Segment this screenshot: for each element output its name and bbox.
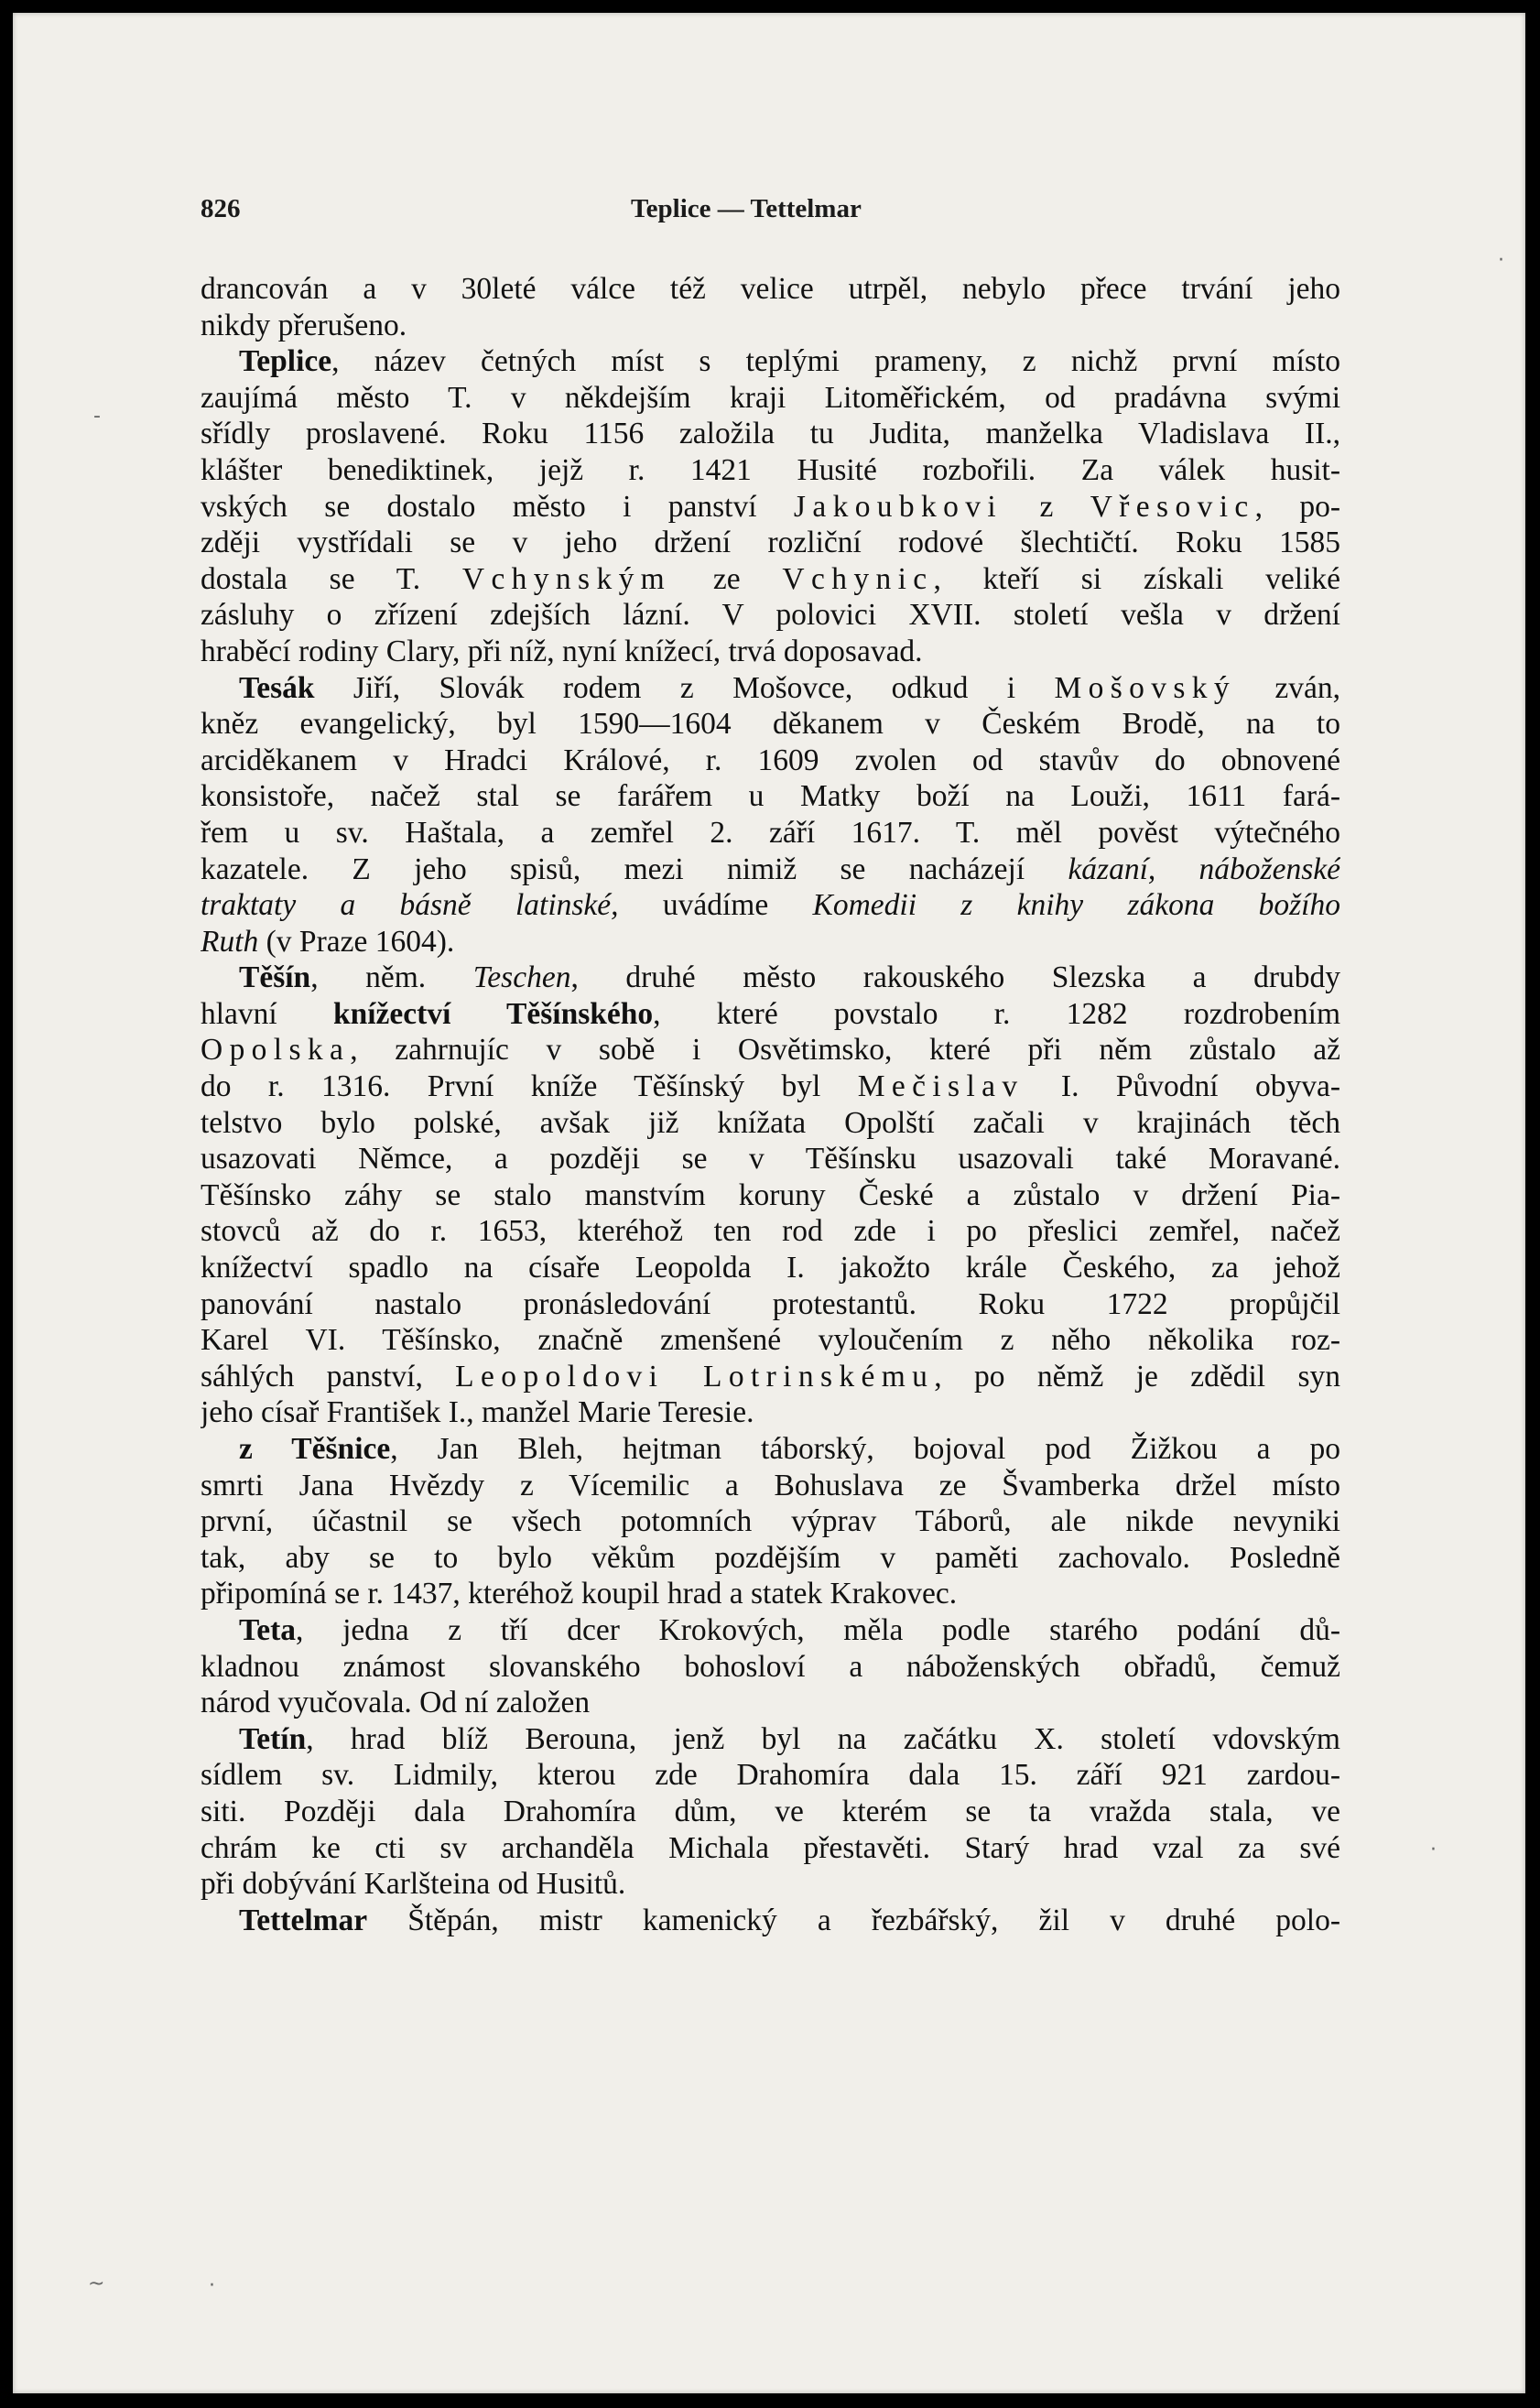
text-line: konsistoře, načež stal se farářem u Matky boží na Louži, 1611 fará- — [201, 779, 1340, 814]
text-line: stovců až do r. 1653, kteréhož ten rod zde i po přeslici zemřel, načež — [201, 1214, 1340, 1249]
headword: Tesák — [239, 670, 315, 705]
text-line: knížectví spadlo na císaře Leopolda I. jakožto krále Českého, za jehož — [201, 1251, 1340, 1285]
text-line: chrám ke cti sv archanděla Michala přestavěti. Starý hrad vzal za své — [201, 1830, 1340, 1865]
headword: Tettelmar — [239, 1903, 368, 1937]
headword: Tetín — [239, 1721, 307, 1756]
text-line: drancován a v 30leté válce též velice utrpěl, nebylo přece trvání jeho — [201, 272, 1340, 306]
page-number: 826 — [201, 194, 241, 223]
text-line: hlavní knížectví Těšínského, které povstalo r. 1282 rozdrobením — [201, 996, 1340, 1031]
text-line: kazatele. Z jeho spisů, mezi nimiž se nacházejí kázaní, náboženské — [201, 851, 1340, 886]
text-line: Opolska, zahrnujíc v sobě i Osvětimsko, které při něm zůstalo až — [201, 1033, 1340, 1068]
text-line: do r. 1316. První kníže Těšínský byl Mečislav I. Původní obyva- — [201, 1069, 1340, 1104]
stray-mark: · — [1498, 249, 1504, 272]
text-line: Karel VI. Těšínsko, značně zmenšené vyloučením z něho několika roz- — [201, 1323, 1340, 1358]
text-line: vských se dostalo město i panství Jakoubkovi z Vřesovic, po- — [201, 489, 1340, 524]
headword: z Těšnice — [239, 1432, 391, 1466]
stray-mark: ~ — [88, 2272, 105, 2295]
text-line: zději vystřídali se v jeho držení rozliční rodové šlechtičtí. Roku 1585 — [201, 526, 1340, 560]
text-line: zásluhy o zřízení zdejších lázní. V polovici XVII. století vešla v držení — [201, 598, 1340, 633]
text-line: kněz evangelický, byl 1590—1604 děkanem v Českém Brodě, na to — [201, 707, 1340, 742]
text-line: nikdy přerušeno. — [201, 308, 407, 342]
book-page — [13, 13, 1525, 2393]
text-line: národ vyučovala. Od ní založen — [201, 1686, 591, 1720]
running-head: Teplice — Tettelmar — [631, 194, 862, 223]
text-line: zaujímá město T. v někdejším kraji Litoměřickém, od pradávna svými — [201, 380, 1340, 415]
text-line: siti. Později dala Drahomíra dům, ve kterém se ta vražda stala, ve — [201, 1794, 1340, 1828]
entry-teplice: Teplice, název četných míst s teplými prameny, z nichž první místo — [239, 344, 1340, 379]
entry-tesin: Těšín, něm. Teschen, druhé město rakouského Slezska a drubdy — [239, 960, 1340, 995]
headword: Teplice — [239, 344, 332, 379]
text-line: Ruth (v Praze 1604). — [201, 924, 455, 959]
stray-mark: - — [93, 405, 101, 428]
headword: Teta — [239, 1612, 297, 1647]
text-line: Těšínsko záhy se stalo manstvím koruny České a zůstalo v držení Pia- — [201, 1177, 1340, 1212]
text-line: kladnou známost slovanského bohosloví a náboženských obřadů, čemuž — [201, 1649, 1340, 1684]
stray-mark: · — [1430, 1839, 1437, 1861]
text-line: při dobývání Karlšteina od Husitů. — [201, 1867, 626, 1902]
text-line: sídlem sv. Lidmily, kterou zde Drahomíra dala 15. září 921 zardou- — [201, 1758, 1340, 1793]
stray-mark: · — [209, 2274, 215, 2297]
entry-tettelmar: Tettelmar Štěpán, mistr kamenický a řezbářský, žil v druhé polo- — [239, 1903, 1340, 1937]
page-header — [201, 194, 1345, 223]
text-line: připomíná se r. 1437, kteréhož koupil hrad a statek Krakovec. — [201, 1577, 958, 1611]
text-line: jeho císař František I., manžel Marie Teresie. — [201, 1395, 754, 1430]
text-line: tak, aby se to bylo věkům pozdějším v paměti zachovalo. Posledně — [201, 1540, 1340, 1575]
text-line: první, účastnil se všech potomních výprav Táborů, ale nikde nevyniki — [201, 1504, 1340, 1539]
text-line: sáhlých panství, Leopoldovi Lotrinskému, po němž je zdědil syn — [201, 1359, 1340, 1394]
text-line: panování nastalo pronásledování protestantů. Roku 1722 propůjčil — [201, 1286, 1340, 1321]
text-line: řem u sv. Haštala, a zemřel 2. září 1617. T. měl pověst výtečného — [201, 815, 1340, 850]
text-line: hraběcí rodiny Clary, při níž, nyní knížecí, trvá doposavad. — [201, 634, 923, 668]
text-line: smrti Jana Hvězdy z Vícemilic a Bohuslava ze Švamberka držel místo — [201, 1468, 1340, 1502]
text-line: telstvo bylo polské, avšak již knížata Opolští začali v krajinách těch — [201, 1105, 1340, 1140]
text-line: sřídly proslavené. Roku 1156 založila tu Judita, manželka Vladislava II., — [201, 417, 1340, 451]
text-line: usazovati Němce, a později se v Těšínsku usazovali také Moravané. — [201, 1142, 1340, 1177]
headword: Těšín — [239, 960, 311, 995]
entry-tesak: Tesák Jiří, Slovák rodem z Mošovce, odkud i Mošovský zván, — [239, 670, 1340, 705]
text-line: klášter benediktinek, jejž r. 1421 Husité rozbořili. Za válek husit- — [201, 452, 1340, 487]
text-line: traktaty a básně latinské, uvádíme Komedii z knihy zákona božího — [201, 888, 1340, 923]
dictionary-text — [201, 271, 1340, 1938]
entry-teta: Teta, jedna z tří dcer Krokových, měla podle starého podání dů- — [239, 1612, 1340, 1647]
text-line: dostala se T. Vchynským ze Vchynic, kteří si získali veliké — [201, 561, 1340, 596]
entry-z-tesnice: z Těšnice, Jan Bleh, hejtman táborský, bojoval pod Žižkou a po — [239, 1432, 1340, 1466]
entry-tetin: Tetín, hrad blíž Berouna, jenž byl na začátku X. století vdovským — [239, 1721, 1340, 1756]
text-line: arciděkanem v Hradci Králové, r. 1609 zvolen od stavův do obnovené — [201, 743, 1340, 777]
